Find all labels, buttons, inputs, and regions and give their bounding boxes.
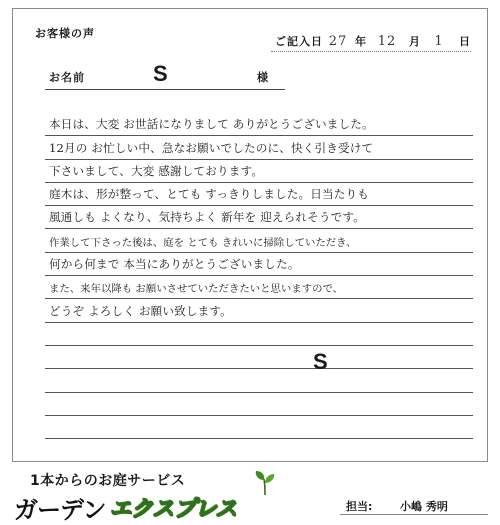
staff-underline — [340, 514, 488, 515]
signature: S — [313, 349, 328, 374]
date-underline — [271, 51, 471, 52]
ruled-line — [45, 393, 473, 416]
letter-line: 庭木は、形が整って、とても すっきりしました。日当たりも — [49, 187, 369, 202]
customer-name: S — [153, 61, 168, 86]
letter-line: 本日は、大変 お世話になりまして ありがとうございました。 — [49, 117, 374, 132]
date-year-unit: 年 — [355, 35, 367, 48]
ruled-line — [45, 113, 473, 136]
date-month-unit: 月 — [409, 35, 421, 48]
service-tagline: 1本からのお庭サービス — [30, 473, 186, 489]
staff-name: 小嶋 秀明 — [400, 500, 448, 513]
letter-line: 12月の お忙しい中、急なお願いでしたのに、快く引き受けて — [49, 140, 374, 155]
date-day: 1 — [434, 34, 444, 49]
brand-name-garden: ガーデン — [14, 496, 106, 524]
ruled-line — [45, 206, 473, 229]
letter-line: どうぞ よろしく お願い致します。 — [49, 303, 232, 318]
name-honorific: 様 — [257, 71, 268, 84]
ruled-line — [45, 416, 473, 439]
ruled-line — [45, 276, 473, 299]
ruled-line — [45, 299, 473, 322]
brand-logo — [14, 490, 237, 525]
ruled-line — [45, 346, 473, 369]
date-day-unit: 日 — [459, 35, 471, 48]
date-year: 27 — [328, 34, 348, 49]
ruled-line — [45, 253, 473, 276]
name-underline — [45, 89, 285, 90]
letter-line: 何から何まで 本当にありがとうございました。 — [49, 257, 300, 272]
name-label: お名前 — [49, 71, 85, 84]
letter-line: 風通しも よくなり、気持ちよく 新年を 迎えられそうです。 — [49, 210, 365, 225]
date-month: 12 — [377, 34, 397, 49]
testimonial-sheet — [12, 8, 488, 462]
letter-line: また、来年以降も お願いさせていただきたいと思いますので、 — [49, 283, 344, 296]
date-field — [275, 33, 471, 49]
ruled-line — [45, 183, 473, 206]
letter-body — [45, 113, 473, 439]
letter-line: 下さいまして、大変 感謝しております。 — [49, 163, 264, 178]
letter-line: 作業して下さった後は、庭を とても きれいに掃除していただき、 — [49, 236, 357, 249]
ruled-line — [45, 136, 473, 159]
ruled-line — [45, 160, 473, 183]
ruled-line — [45, 229, 473, 252]
ruled-line — [45, 369, 473, 392]
staff-label: 担当: — [346, 500, 373, 513]
brand-name-express: エクスプレス — [110, 492, 237, 523]
date-label: ご記入日 — [275, 35, 323, 48]
leaf-icon — [253, 470, 277, 496]
form-title: お客様の声 — [35, 27, 95, 40]
ruled-line — [45, 323, 473, 346]
